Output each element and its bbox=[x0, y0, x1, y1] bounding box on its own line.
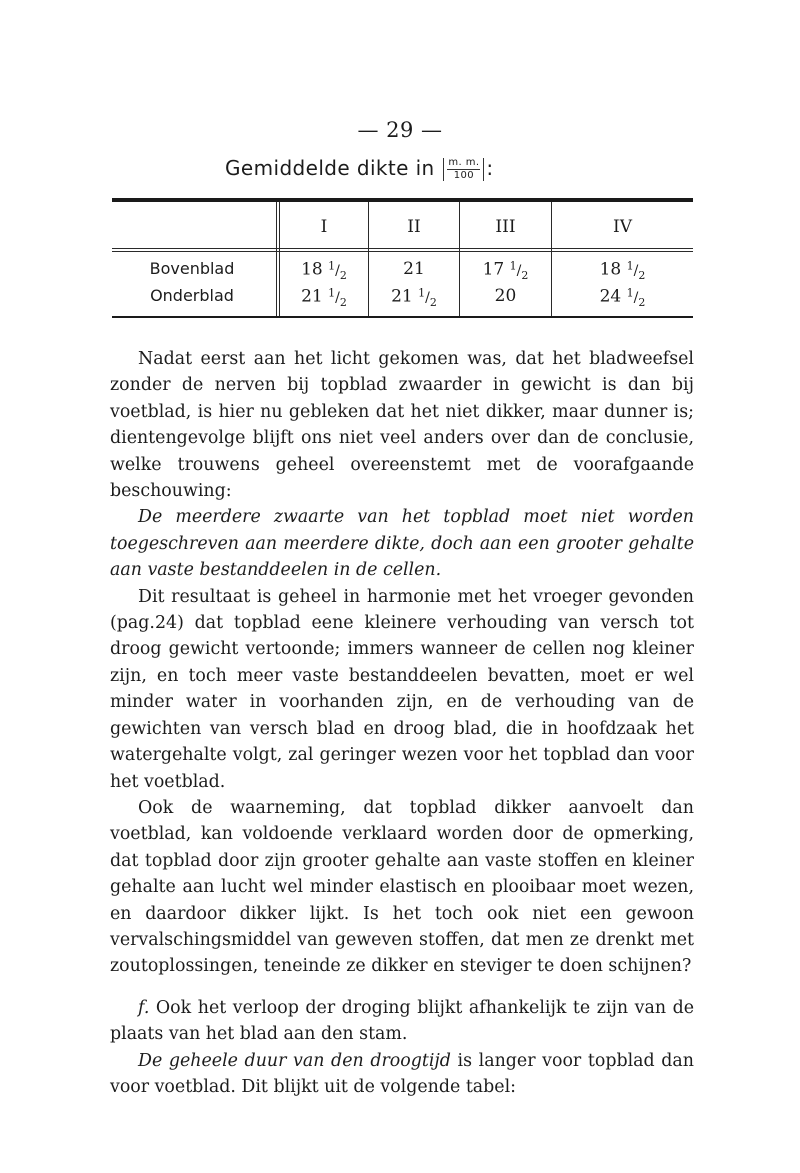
fraction-numerator: m. m. bbox=[448, 157, 480, 168]
table-cell: 24 $^1/_2$ bbox=[599, 286, 646, 309]
unit-fraction bbox=[443, 158, 484, 181]
fraction-denominator: 100 bbox=[453, 170, 475, 181]
paragraph bbox=[110, 1048, 694, 1101]
paragraph: Dit resultaat is geheel in harmonie met het vroeger gevonden (pag.24) dat topblad eene kleinere verhouding van versch tot droog gewicht vertoonde; immers wanneer de cellen nog kleiner zijn, en toch meer vaste bestanddeelen bevatten, moet er wel minder water in voorhanden zijn, en de verhouding van de gewichten van versch blad en droog blad, die in hoofdzaak het watergehalte volgt, zal geringer wezen voor het topblad dan voor het voetblad. bbox=[110, 586, 694, 792]
emphasis: De geheele duur van den droogtijd bbox=[138, 1050, 451, 1071]
column-header-iii: III bbox=[495, 217, 516, 237]
paragraph bbox=[110, 995, 694, 1048]
section-label: f. bbox=[138, 997, 150, 1018]
heading-suffix: : bbox=[486, 156, 494, 180]
paragraph: Nadat eerst aan het licht gekomen was, dat het bladweefsel zonder de nerven bij topblad zwaarder in gewicht is dan bij voetblad, is hier nu gebleken dat het niet dikker, maar dunner is; dientengevolge blijft ons niet veel anders over dan de conclusie, welke trouwens geheel overeenstemt met de voorafgaande beschouwing: bbox=[110, 349, 694, 502]
emphasis: Ook het verloop der droging bbox=[155, 997, 411, 1018]
table-header-rule-2 bbox=[112, 251, 693, 252]
table-header-rule bbox=[112, 248, 693, 249]
table-cell: 17 $^1/_2$ bbox=[482, 259, 529, 282]
table-cell: 21 $^1/_2$ bbox=[301, 286, 347, 309]
table-top-rule bbox=[112, 198, 693, 202]
thickness-table bbox=[112, 198, 693, 319]
column-header-i: I bbox=[320, 217, 328, 237]
table-cell: 20 bbox=[494, 286, 517, 306]
paragraph-gap bbox=[110, 980, 694, 995]
body-text bbox=[110, 346, 694, 1100]
table-divider bbox=[276, 202, 277, 316]
table-cell: 21 bbox=[403, 259, 425, 279]
conclusion-paragraph: De meerdere zwaarte van het topblad moet niet worden toegeschreven aan meerdere dikte, doch aan een grooter gehalte aan vaste bestanddeelen in de cellen. bbox=[110, 507, 694, 581]
paragraph-text: is langer voor topblad dan voor voetblad. Dit blijkt uit de volgende tabel: bbox=[110, 1050, 694, 1097]
column-header-iv: IV bbox=[613, 217, 632, 237]
table-bottom-rule bbox=[112, 316, 693, 318]
row-label-bovenblad: Bovenblad bbox=[149, 259, 235, 278]
column-header-ii: II bbox=[407, 217, 421, 237]
heading-text: Gemiddelde dikte in bbox=[225, 156, 435, 180]
row-label-onderblad: Onderblad bbox=[150, 286, 234, 305]
table-cell: 18 $^1/_2$ bbox=[599, 259, 646, 282]
table-cell: 21 $^1/_2$ bbox=[391, 286, 437, 309]
paragraph-text: blijkt afhankelijk te zijn van de plaats van het blad aan den stam. bbox=[110, 997, 695, 1045]
table-heading bbox=[225, 156, 494, 181]
page-number: — 29 — bbox=[357, 118, 443, 142]
table-cell: 18 $^1/_2$ bbox=[301, 259, 347, 282]
paragraph: Ook de waarneming, dat topblad dikker aanvoelt dan voetblad, kan voldoende verklaard worden door de opmerking, dat topblad door zijn grooter gehalte aan vaste stoffen en kleiner gehalte aan lucht wel minder elastisch en plooibaar moet wezen, en daardoor dikker lijkt. Is het toch ook niet een gewoon vervalschingsmiddel van geweven stoffen, dat men ze drenkt met zoutoplossingen, teneinde ze dikker en steviger te doen schijnen? bbox=[110, 797, 694, 977]
